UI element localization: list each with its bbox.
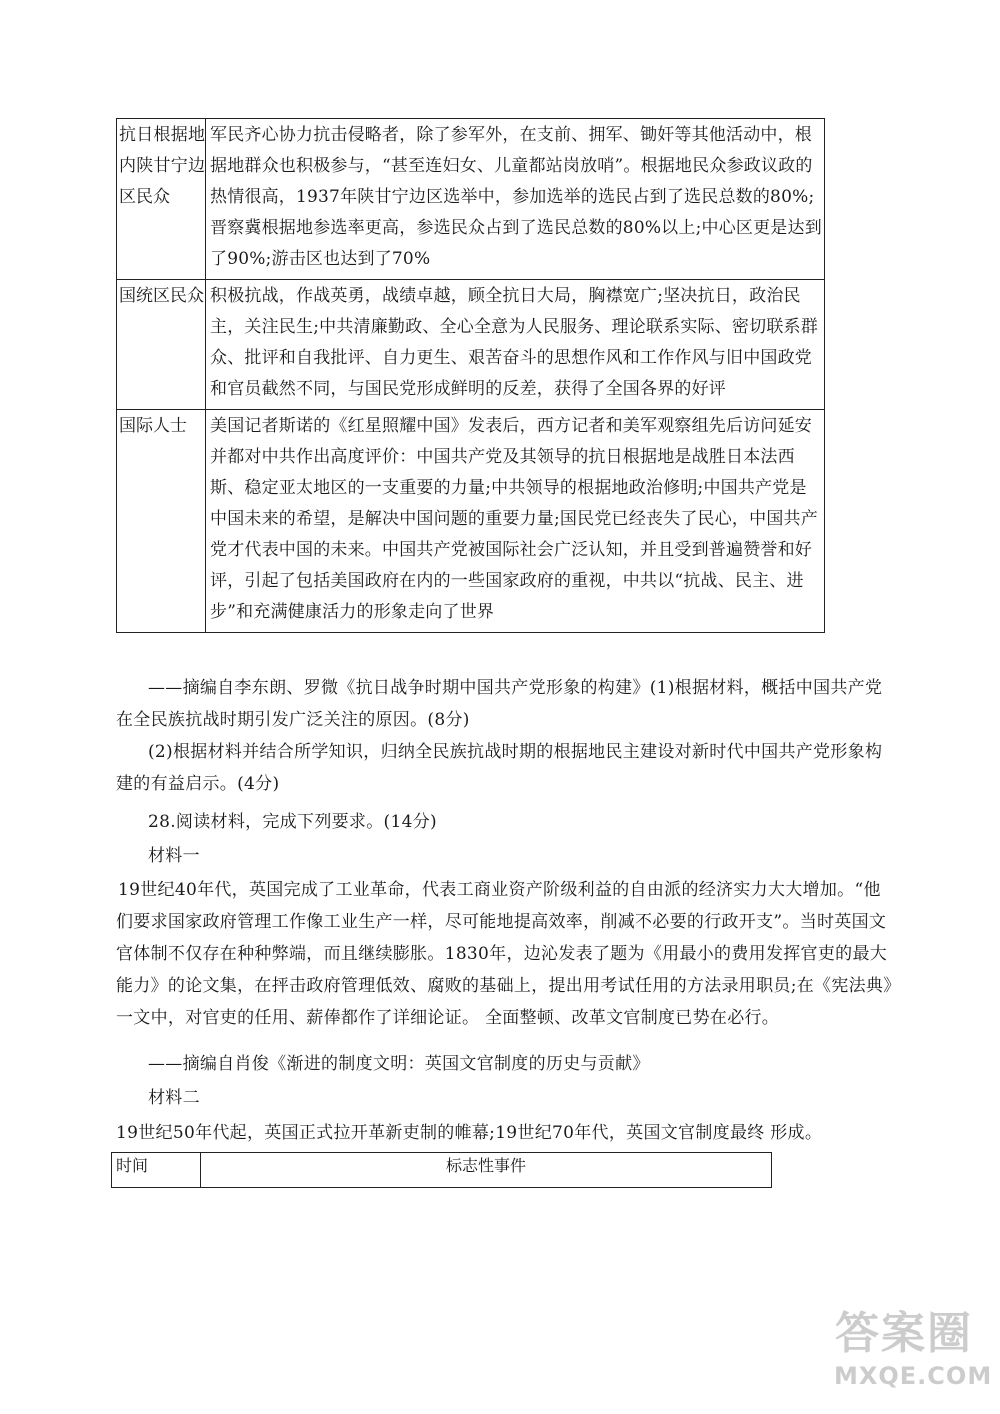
question-2: (2)根据材料并结合所学知识，归纳全民族抗战时期的根据地民主建设对新时代中国共产党形象构建的有益启示。(4分)	[116, 742, 883, 794]
row-label-cell	[117, 119, 206, 280]
row-content: 美国记者斯诺的《红星照耀中国》发表后，西方记者和美军观察组先后访问延安并都对中共作出高度评价：中国共产党及其领导的抗日根据地是战胜日本法西斯、稳定亚太地区的一支重要的力量;中共领导的根据地政治修明;中国共产党是中国未来的希望，是解决中国问题的重要力量;国民党已经丧失了民心，中国共产党才代表中国的未来。中国共产党被国际社会广泛认知，并且受到普遍赞誉和好评，引起了包括美国政府在内的一些国家政府的重视，中共以“抗战、民主、进步”和充满健康活力的形象走向了世界	[210, 416, 818, 622]
row-content: 军民齐心协力抗击侵略者，除了参军外，在支前、拥军、锄奸等其他活动中，根据地群众也积极参与，“甚至连妇女、儿童都站岗放哨”。根据地民众参政议政的热情很高，1937年陕甘宁边区选举中，参加选举的选民占到了选民总数的80%;晋察冀根据地参选率更高，参选民众占到了选民总数的80%以上;中心区更是达到了90%;游击区也达到了70%	[210, 125, 822, 269]
material-1-source: ——摘编自肖俊《渐进的制度文明：英国文官制度的历史与贡献》	[148, 1054, 650, 1074]
row-content-cell	[206, 410, 825, 633]
source-citation-and-question-1: ——摘编自李东朗、罗微《抗日战争时期中国共产党形象的构建》(1)根据材料，概括中国共产党在全民族抗战时期引发广泛关注的原因。(8分)	[116, 678, 883, 730]
material-1-text: 19世纪40年代，英国完成了工业革命，代表工商业资产阶级利益的自由派的经济实力大大增加。“他们要求国家政府管理工作像工业生产一样，尽可能地提高效率，削减不必要的行政开支”。当时英国文官体制不仅存在种种弊端，而且继续膨胀。1830年，边沁发表了题为《用最小的费用发挥官吏的最大能力》的论文集，在抨击政府管理低效、腐败的基础上，提出用考试任用的方法录用职员;在《宪法典》一文中，对官吏的任用、薪俸都作了详细论证。 全面整顿、改革文官制度已势在必行。	[116, 880, 893, 1028]
row-label: 国际人士	[119, 416, 187, 436]
watermark-text: 答案圈	[835, 1308, 973, 1359]
table-row	[117, 119, 825, 280]
material-2-label: 材料二	[148, 1088, 200, 1108]
material-table	[116, 118, 825, 633]
row-content-cell	[206, 280, 825, 410]
row-content-cell	[206, 119, 825, 280]
watermark-url: MXQE.COM	[834, 1362, 993, 1390]
table-header-row	[112, 1153, 772, 1188]
row-label: 国统区民众	[119, 286, 204, 306]
row-label-cell	[117, 280, 206, 410]
table-row	[117, 410, 825, 633]
material-2-text: 19世纪50年代起，英国正式拉开革新吏制的帷幕;19世纪70年代，英国文官制度最终 形成。	[116, 1123, 823, 1143]
row-content: 积极抗战，作战英勇，战绩卓越，顾全抗日大局，胸襟宽广;坚决抗日，政治民主，关注民生;中共清廉勤政、全心全意为人民服务、理论联系实际、密切联系群众、批评和自我批评、自力更生、艰苦奋斗的思想作风和工作作风与旧中国政党和官员截然不同，与国民党形成鲜明的反差，获得了全国各界的好评	[210, 286, 818, 399]
row-label: 抗日根据地内陕甘宁边区民众	[119, 125, 205, 207]
table-row	[117, 280, 825, 410]
watermark-logo	[834, 1306, 993, 1396]
header-time: 时间	[112, 1153, 201, 1188]
material-1-label: 材料一	[148, 846, 200, 866]
header-event: 标志性事件	[201, 1153, 772, 1188]
question-28-title: 28.阅读材料，完成下列要求。(14分)	[148, 812, 437, 832]
events-table	[111, 1152, 772, 1188]
row-label-cell	[117, 410, 206, 633]
